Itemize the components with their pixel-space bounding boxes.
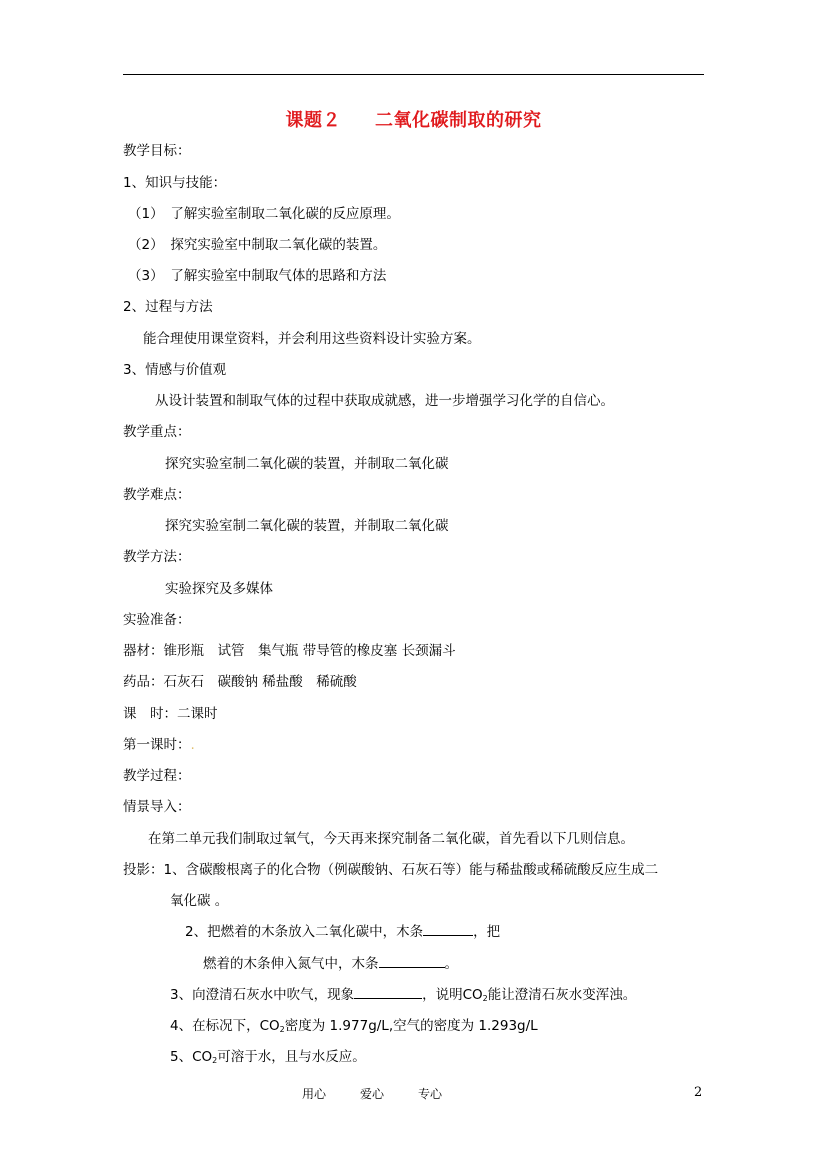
line-objectives-heading: 教学目标：: [123, 143, 191, 159]
line-projection-1: 投影：1、含碳酸根离子的化合物（例碳酸钠、石灰石等）能与稀盐酸或稀硫酸反应生成二: [123, 862, 659, 878]
line-process-method: 2、过程与方法: [123, 299, 213, 315]
footer-text-2: 爱心: [360, 1087, 385, 1101]
footer-text-1: 用心: [302, 1087, 327, 1101]
title-lesson-number: 课题２: [285, 110, 341, 131]
line-projection-3: 3、向澄清石灰水中吹气，现象 ，说明$CO_2$能让澄清石灰水变浑浊。: [170, 987, 637, 1003]
line-key-points-heading: 教学重点：: [123, 424, 191, 440]
line-equipment: 器材：锥形瓶 试管 集气瓶 带导管的橡皮塞 长颈漏斗: [123, 643, 456, 659]
line-first-lesson: 第一课时：.: [123, 737, 195, 753]
header-rule: [123, 74, 704, 75]
line-objective-3: （3） 了解实验室中制取气体的思路和方法: [128, 268, 387, 284]
line-class-hours: 课 时：二课时: [123, 706, 218, 722]
page-number: 2: [694, 1085, 703, 1100]
line-process-detail: 能合理使用课堂资料，并会利用这些资料设计实验方案。: [143, 331, 481, 347]
line-key-points: 探究实验室制二氧化碳的装置，并制取二氧化碳: [165, 456, 449, 472]
line-method-heading: 教学方法：: [123, 549, 191, 565]
line-reagents: 药品：石灰石 碳酸钠 稀盐酸 稀硫酸: [123, 674, 357, 690]
line-projection-1-cont: 氧化碳 。: [170, 893, 229, 909]
line-difficulties: 探究实验室制二氧化碳的装置，并制取二氧化碳: [165, 518, 449, 534]
line-projection-2: 2、把燃着的木条放入二氧化碳中，木条 ，把: [185, 924, 501, 940]
line-intro: 在第二单元我们制取过氧气，今天再来探究制备二氧化碳，首先看以下几则信息。: [148, 831, 634, 847]
line-preparation-heading: 实验准备：: [123, 612, 191, 628]
line-projection-5: 5、$CO_2$可溶于水，且与水反应。: [170, 1049, 366, 1065]
answer-blank: [423, 923, 473, 936]
line-intro-heading: 情景导入：: [123, 799, 191, 815]
footer-text-3: 专心: [418, 1087, 443, 1101]
line-objective-1: （1） 了解实验室制取二氧化碳的反应原理。: [128, 206, 400, 222]
line-knowledge-skills: 1、知识与技能：: [123, 175, 227, 191]
line-difficulties-heading: 教学难点：: [123, 487, 191, 503]
page-title: [0, 106, 827, 132]
line-objective-2: （2） 探究实验室中制取二氧化碳的装置。: [128, 237, 387, 253]
line-emotion-values: 3、情感与价值观: [123, 362, 227, 378]
line-method: 实验探究及多媒体: [165, 581, 273, 597]
line-projection-2-cont: 燃着的木条伸入氮气中，木条 。: [203, 956, 458, 972]
line-emotion-detail: 从设计装置和制取气体的过程中获取成就感，进一步增强学习化学的自信心。: [155, 393, 614, 409]
line-projection-4: 4、在标况下，$CO_2$密度为 1.977g/L,空气的密度为 1.293g/L: [170, 1018, 538, 1034]
answer-blank: [354, 986, 422, 999]
answer-blank: [379, 955, 445, 968]
line-process-heading: 教学过程：: [123, 768, 191, 784]
title-topic: 二氧化碳制取的研究: [375, 110, 542, 131]
